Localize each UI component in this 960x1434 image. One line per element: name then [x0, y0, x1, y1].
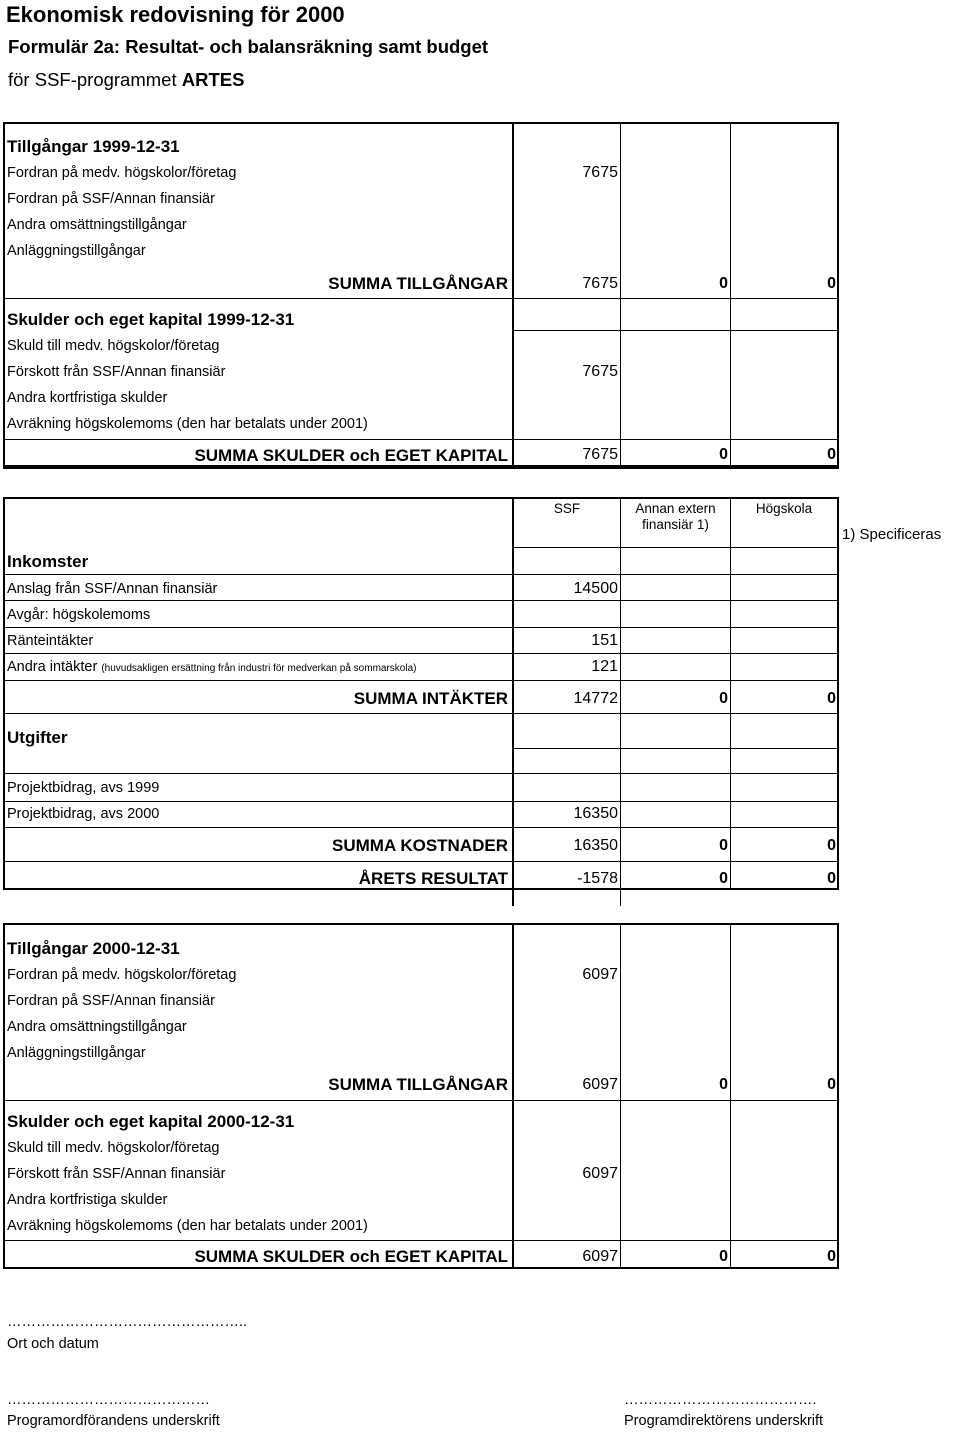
liabilities-1999-title: Skulder och eget kapital 1999-12-31: [7, 310, 295, 329]
income-sum-annan: 0: [719, 690, 728, 707]
income-sum-label: SUMMA INTÄKTER: [353, 689, 508, 708]
assets-row-label: Fordran på medv. högskolor/företag: [7, 165, 237, 181]
assets-sum-annan: 0: [719, 1076, 728, 1093]
divider: [512, 330, 839, 331]
income-row-label: Ränteintäkter: [7, 633, 94, 649]
divider: [3, 627, 839, 628]
divider: [3, 653, 839, 654]
liab-row-label: Andra kortfristiga skulder: [7, 1192, 168, 1208]
income-row-ssf: 121: [591, 658, 618, 675]
liab-row-ssf: 6097: [582, 1165, 618, 1182]
liab-row-label: Skuld till medv. högskolor/företag: [7, 1140, 220, 1156]
liab-row-label: Avräkning högskolemoms (den har betalats under 2001): [7, 416, 368, 432]
divider: [3, 467, 839, 469]
result-annan: 0: [719, 870, 728, 887]
income-row-label: Anslag från SSF/Annan finansiär: [7, 581, 218, 597]
col-header-hogskola: Högskola: [755, 501, 813, 516]
expense-row-ssf: 16350: [573, 805, 618, 822]
expense-sum-ssf: 16350: [573, 837, 618, 854]
director-signature-line: ………………………………….: [624, 1392, 817, 1408]
divider: [620, 890, 621, 906]
expense-row-label: Projektbidrag, avs 2000: [7, 806, 160, 822]
program-chair-signature-label: Programordförandens underskrift: [7, 1413, 220, 1429]
assets-row-ssf: 6097: [582, 966, 618, 983]
col-header-annan-line2: finansiär 1): [642, 517, 709, 532]
liab-sum-ssf: 7675: [582, 446, 618, 463]
liab-row-label: Avräkning högskolemoms (den har betalats under 2001): [7, 1218, 368, 1234]
divider: [730, 122, 731, 467]
footnote: 1) Specificeras: [842, 526, 942, 543]
liab-sum-annan: 0: [719, 446, 728, 463]
liabilities-2000-title: Skulder och eget kapital 2000-12-31: [7, 1112, 295, 1131]
divider: [512, 923, 514, 1269]
place-date-line: …………………………………………..: [7, 1314, 248, 1330]
divider: [512, 122, 514, 467]
divider: [3, 1240, 839, 1241]
liab-sum-hogskola: 0: [827, 446, 836, 463]
income-row-label: [7, 659, 416, 675]
divider: [3, 801, 839, 802]
assets-sum-annan: 0: [719, 275, 728, 292]
document-title: Ekonomisk redovisning för 2000: [6, 2, 345, 27]
income-row-label-text: Andra intäkter: [7, 659, 98, 675]
assets-row-label: Andra omsättningstillgångar: [7, 1019, 187, 1035]
assets-sum-label: SUMMA TILLGÅNGAR: [328, 1075, 508, 1094]
divider: [3, 574, 839, 575]
divider: [3, 1100, 839, 1101]
program-line: [8, 69, 244, 91]
assets-row-label: Anläggningstillgångar: [7, 1045, 146, 1061]
divider: [3, 600, 839, 601]
expense-sum-annan: 0: [719, 837, 728, 854]
income-row-label: Avgår: högskolemoms: [7, 607, 151, 623]
expense-sum-hogskola: 0: [827, 837, 836, 854]
divider: [512, 547, 839, 548]
divider: [620, 923, 621, 1269]
divider: [620, 122, 621, 467]
divider: [730, 497, 731, 890]
assets-row-label: Fordran på SSF/Annan finansiär: [7, 191, 215, 207]
assets-1999-title: Tillgångar 1999-12-31: [7, 137, 180, 156]
liab-row-label: Förskott från SSF/Annan finansiär: [7, 364, 226, 380]
assets-2000-title: Tillgångar 2000-12-31: [7, 939, 180, 958]
income-title: Inkomster: [7, 552, 89, 571]
assets-row-label: Anläggningstillgångar: [7, 243, 146, 259]
expense-row-label: Projektbidrag, avs 1999: [7, 780, 160, 796]
program-prefix: för SSF-programmet: [8, 69, 182, 90]
liab-row-label: Andra kortfristiga skulder: [7, 390, 168, 406]
expense-sum-label: SUMMA KOSTNADER: [332, 836, 508, 855]
assets-row-label: Fordran på medv. högskolor/företag: [7, 967, 237, 983]
assets-sum-ssf: 6097: [582, 1076, 618, 1093]
result-label: ÅRETS RESULTAT: [358, 869, 508, 888]
col-header-ssf: SSF: [553, 501, 581, 516]
income-sum-ssf: 14772: [573, 690, 618, 707]
expense-title: Utgifter: [7, 728, 68, 747]
divider: [512, 748, 839, 749]
income-row-ssf: 151: [591, 632, 618, 649]
income-sum-hogskola: 0: [827, 690, 836, 707]
assets-sum-label: SUMMA TILLGÅNGAR: [328, 274, 508, 293]
divider: [730, 923, 731, 1269]
result-ssf: -1578: [577, 870, 618, 887]
divider: [620, 497, 621, 890]
divider: [512, 497, 514, 890]
assets-sum-ssf: 7675: [582, 275, 618, 292]
divider: [3, 713, 839, 714]
liab-sum-label: SUMMA SKULDER och EGET KAPITAL: [194, 446, 508, 465]
assets-sum-hogskola: 0: [827, 1076, 836, 1093]
director-signature-label: Programdirektörens underskrift: [624, 1413, 824, 1429]
liab-sum-label: SUMMA SKULDER och EGET KAPITAL: [194, 1247, 508, 1266]
divider: [3, 439, 839, 440]
income-row-ssf: 14500: [573, 580, 618, 597]
divider: [3, 773, 839, 774]
divider: [512, 890, 514, 906]
divider: [3, 680, 839, 681]
program-name: ARTES: [181, 69, 245, 90]
divider: [3, 827, 839, 828]
liab-row-ssf: 7675: [582, 363, 618, 380]
liab-sum-hogskola: 0: [827, 1248, 836, 1265]
assets-sum-hogskola: 0: [827, 275, 836, 292]
assets-row-label: Andra omsättningstillgångar: [7, 217, 187, 233]
col-header-annan-line1: Annan extern: [635, 501, 716, 516]
result-hogskola: 0: [827, 870, 836, 887]
liab-row-label: Förskott från SSF/Annan finansiär: [7, 1166, 226, 1182]
liab-row-label: Skuld till medv. högskolor/företag: [7, 338, 220, 354]
place-date-label: Ort och datum: [7, 1336, 99, 1352]
program-chair-signature-line: ……………………………………: [7, 1392, 210, 1408]
col-header-annan: [621, 501, 730, 533]
income-row-note: (huvudsakligen ersättning från industri för medverkan på sommarskola): [101, 663, 417, 674]
assets-row-ssf: 7675: [582, 164, 618, 181]
assets-row-label: Fordran på SSF/Annan finansiär: [7, 993, 215, 1009]
liab-sum-annan: 0: [719, 1248, 728, 1265]
divider: [3, 298, 839, 299]
liab-sum-ssf: 6097: [582, 1248, 618, 1265]
form-subtitle: Formulär 2a: Resultat- och balansräkning samt budget: [8, 36, 489, 57]
divider: [3, 861, 839, 862]
